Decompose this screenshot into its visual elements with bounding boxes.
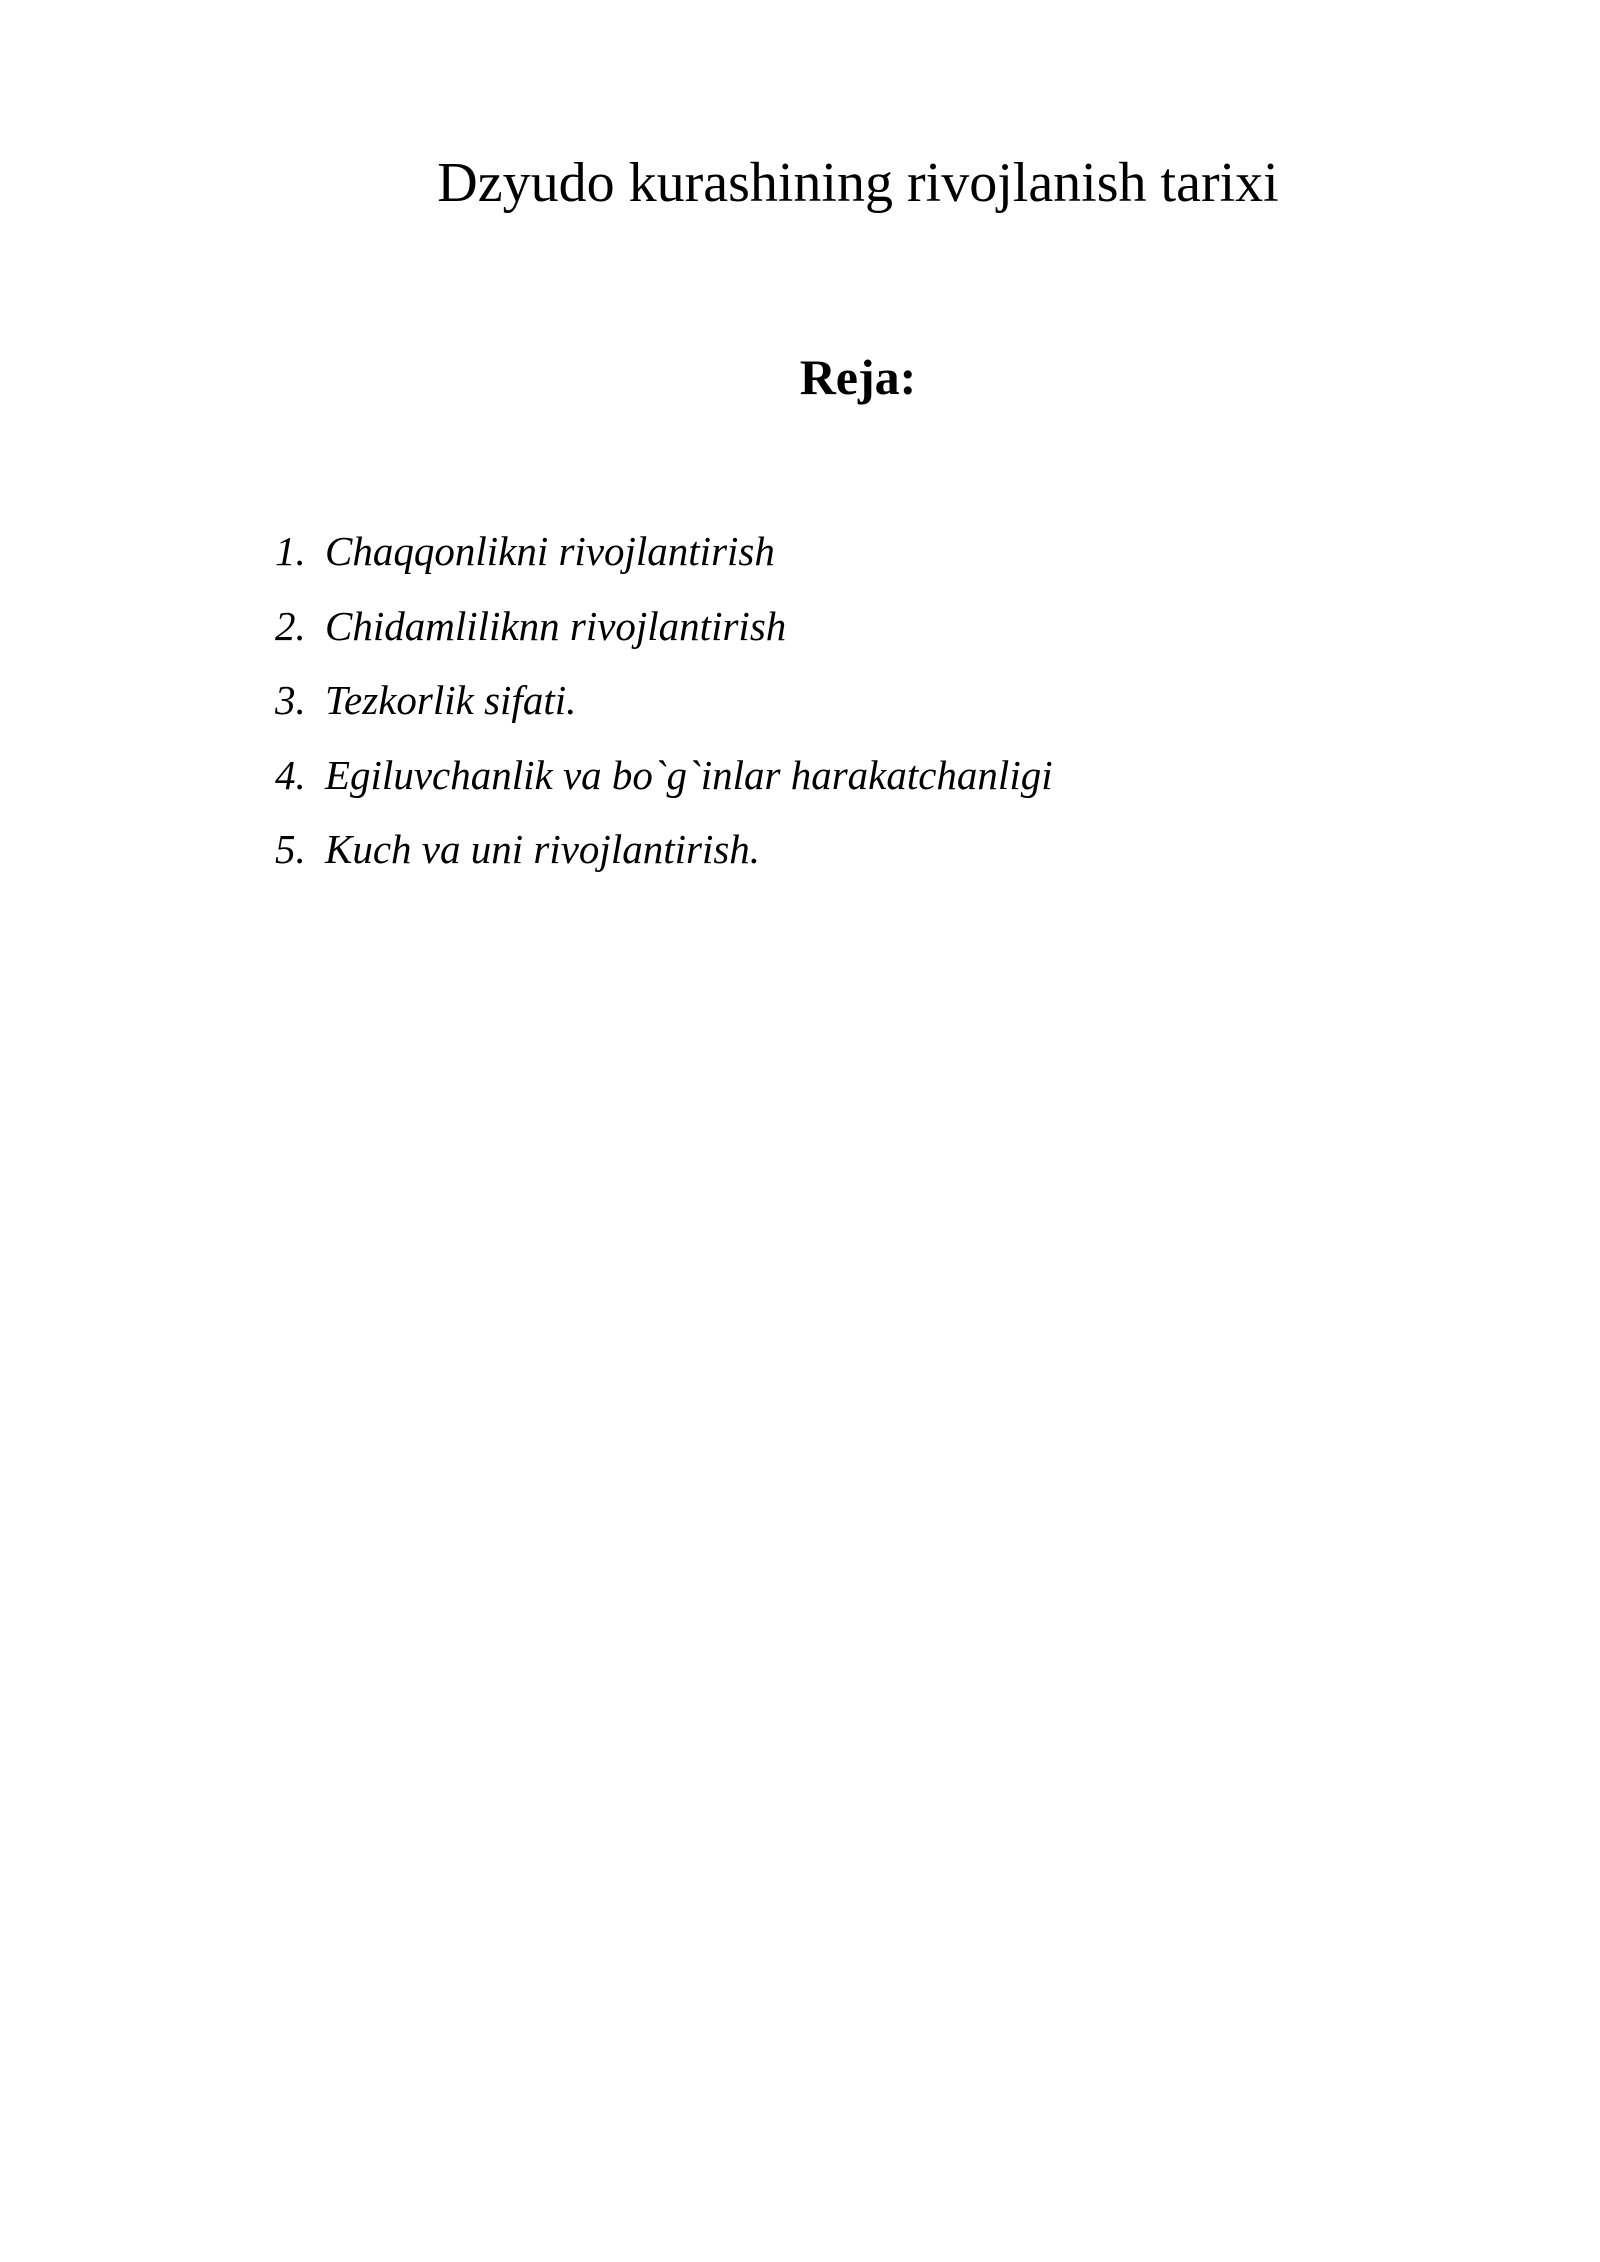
plan-item-text: Egiluvchanlik va bo`g`inlar harakatchanligi	[325, 751, 1053, 798]
document-title: Dzyudo kurashining rivojlanish tarixi	[437, 152, 1279, 214]
plan-list	[275, 527, 1053, 900]
plan-item-text: Tezkorlik sifati.	[325, 677, 577, 723]
plan-item	[275, 527, 1053, 602]
plan-item-number: 1.	[275, 528, 306, 574]
plan-item-number: 5.	[275, 826, 306, 872]
plan-heading: Reja:	[799, 349, 917, 405]
plan-item-number: 3.	[275, 677, 306, 723]
plan-item-text: Chidamliliknn rivojlantirish	[325, 602, 787, 649]
plan-item-text: Chaqqonlikni rivojlantirish	[325, 528, 775, 574]
plan-item-text: Kuch va uni rivojlantirish.	[325, 826, 761, 872]
plan-item-number: 2.	[275, 602, 306, 649]
plan-item	[275, 825, 1053, 900]
plan-item-number: 4.	[275, 751, 306, 798]
plan-item	[275, 751, 1053, 826]
plan-item	[275, 676, 1053, 751]
plan-item	[275, 602, 1053, 677]
